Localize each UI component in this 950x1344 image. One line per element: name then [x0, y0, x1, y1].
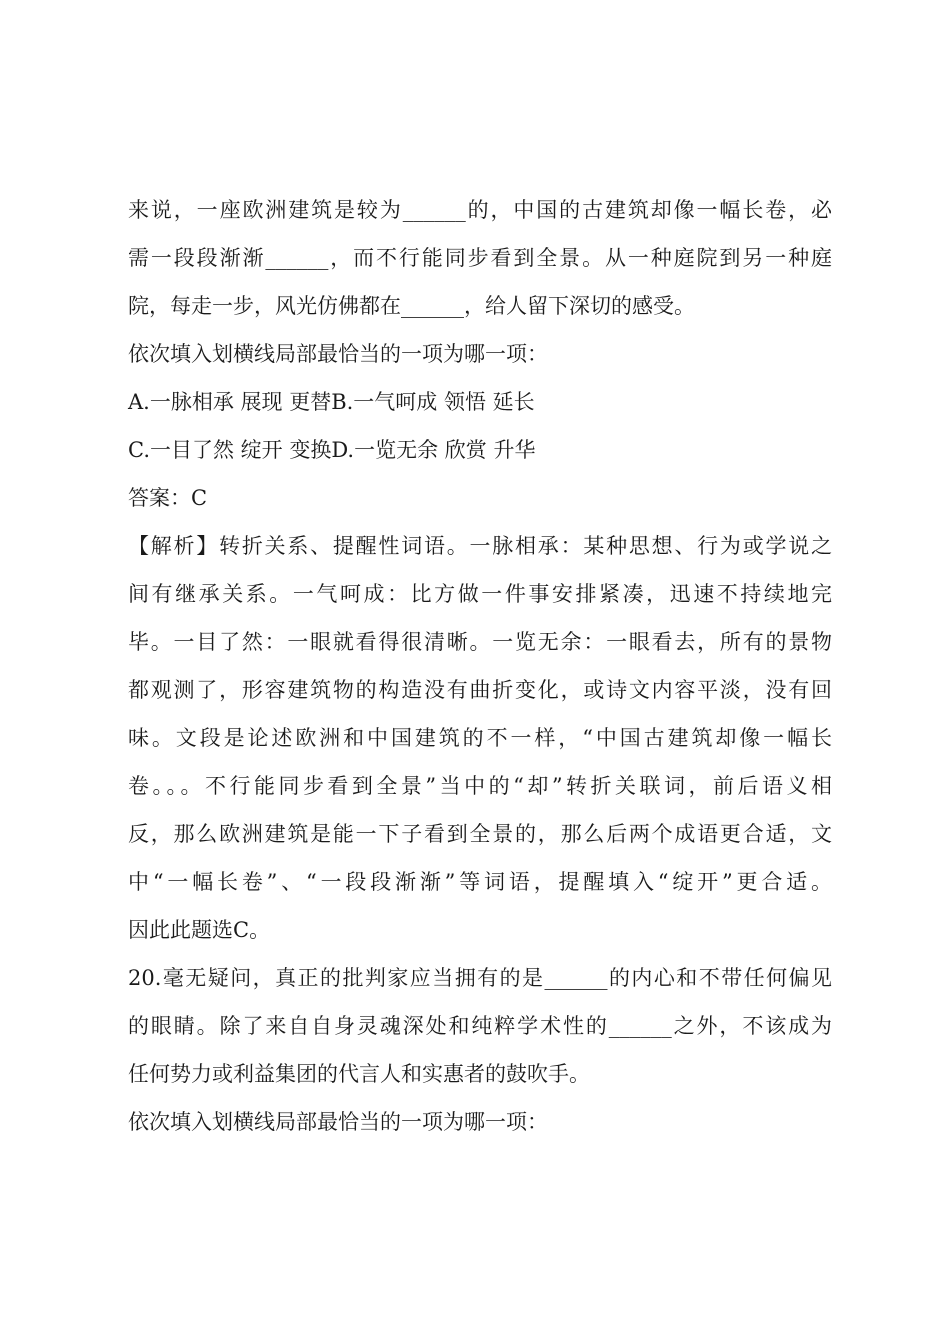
answer	[128, 474, 832, 522]
question-line: 任何势力或利益集团的代言人和实惠者的鼓吹手。	[128, 1062, 590, 1086]
question-prompt	[128, 330, 832, 378]
document-body	[128, 186, 832, 1146]
passage-line: 来说，一座欧洲建筑是较为______的，中国的古建筑却像一幅长卷，必	[128, 198, 832, 222]
options-row-1	[128, 378, 832, 426]
question-line: 20.毫无疑问，真正的批判家应当拥有的是______的内心和不带任何偏见	[128, 966, 832, 990]
question-20-text	[128, 954, 832, 1098]
analysis-line: 因此此题选C。	[128, 918, 271, 942]
passage-line: 院，每走一步，风光仿佛都在______，给人留下深切的感受。	[128, 294, 695, 318]
analysis-line: 反，那么欧洲建筑是能一下子看到全景的，那么后两个成语更合适，文	[128, 822, 832, 846]
passage-19-text	[128, 186, 832, 330]
analysis-line: 【解析】转折关系、提醒性词语。一脉相承：某种思想、行为或学说之	[128, 534, 832, 558]
prompt-text: 依次填入划横线局部最恰当的一项为哪一项：	[128, 1110, 548, 1134]
analysis-line: 都观测了，形容建筑物的构造没有曲折变化，或诗文内容平淡，没有回	[128, 678, 832, 702]
passage-line: 需一段段渐渐______，而不行能同步看到全景。从一种庭院到另一种庭	[128, 246, 832, 270]
analysis	[128, 522, 832, 954]
options-text: C.一目了然 绽开 变换D.一览无余 欣赏 升华	[128, 438, 536, 462]
answer-text: 答案：C	[128, 486, 208, 510]
analysis-line: 间有继承关系。一气呵成：比方做一件事安排紧凑，迅速不持续地完	[128, 582, 832, 606]
prompt-text: 依次填入划横线局部最恰当的一项为哪一项：	[128, 342, 548, 366]
question-line: 的眼睛。除了来自自身灵魂深处和纯粹学术性的______之外，不该成为	[128, 1014, 832, 1038]
analysis-line: 毕。一目了然：一眼就看得很清晰。一览无余：一眼看去，所有的景物	[128, 630, 832, 654]
analysis-line: 中“一幅长卷”、“一段段渐渐”等词语，提醒填入“绽开”更合适。	[128, 870, 832, 894]
question-20-prompt	[128, 1098, 832, 1146]
options-text: A.一脉相承 展现 更替B.一气呵成 领悟 延长	[128, 390, 535, 414]
analysis-line: 味。文段是论述欧洲和中国建筑的不一样，“中国古建筑却像一幅长	[128, 726, 832, 750]
analysis-line: 卷。。。不行能同步看到全景”当中的“却”转折关联词，前后语义相	[128, 774, 832, 798]
options-row-2	[128, 426, 832, 474]
